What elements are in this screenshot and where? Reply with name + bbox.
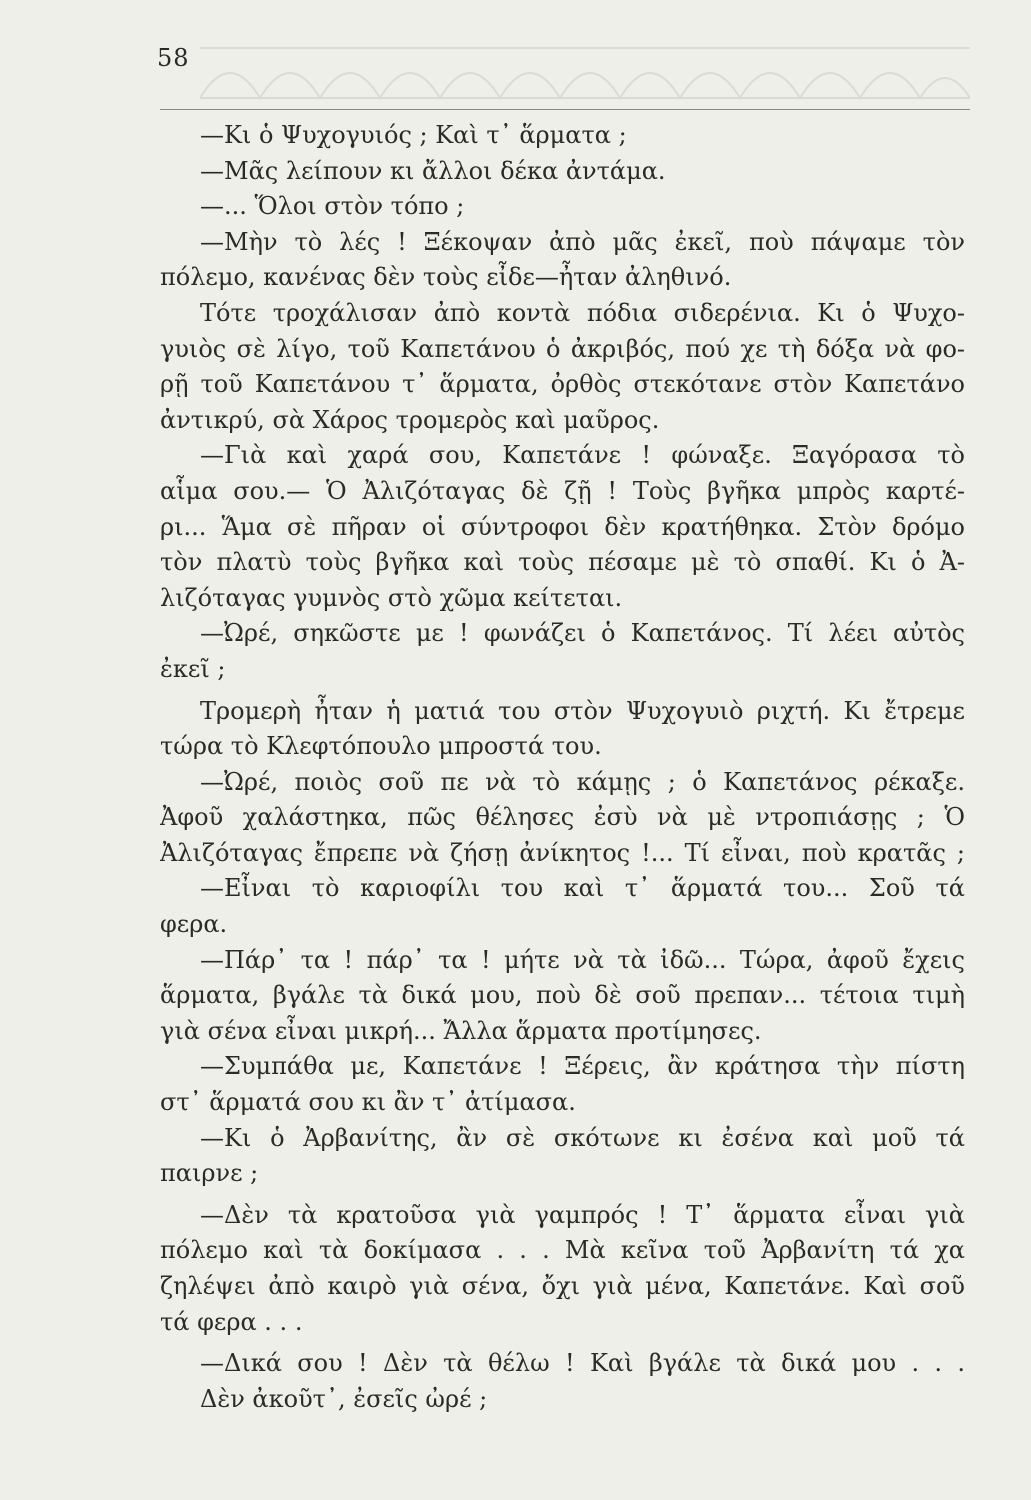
text-line: —Μὴν τὸ λές ! Ξέκοψαν ἀπὸ μᾶς ἐκεῖ, ποὺ πάψαμε τὸν	[200, 227, 965, 256]
text-line: παιρνε ;	[160, 1159, 259, 1188]
text-line: —Κι ὁ Ἀρβανίτης, ἂν σὲ σκότωνε κι ἐσένα καὶ μοῦ τά	[200, 1123, 965, 1152]
text-line: ζηλέψει ἀπὸ καιρὸ γιὰ σένα, ὄχι γιὰ μένα, Καπετάνε. Καὶ σοῦ	[160, 1272, 965, 1300]
text-line: —Εἶναι τὸ καριοφίλι του καὶ τ᾿ ἅρματά του... Σοῦ τά	[200, 874, 965, 903]
text-line: Δὲν ἀκοῦτ᾿, ἐσεῖς ὠρέ ;	[200, 1384, 488, 1413]
header-rule	[160, 109, 970, 110]
text-line: —Δὲν τὰ κρατοῦσα γιὰ γαμπρός ! Τ᾿ ἅρματα εἶναι γιὰ	[200, 1200, 965, 1229]
text-line: ρι... Ἅμα σὲ πῆραν οἱ σύντροφοι δὲν κρατήθηκα. Στὸν δρόμο	[160, 512, 965, 541]
text-line: —Συμπάθα με, Καπετάνε ! Ξέρεις, ἂν κράτησα τὴν πίστη	[200, 1052, 965, 1081]
text-line: ἀντικρύ, σὰ Χάρος τρομερὸς καὶ μαῦρος.	[160, 405, 660, 434]
text-line: ἐκεῖ ;	[160, 654, 226, 683]
text-line: —Μᾶς λείπουν κι ἄλλοι δέκα ἀντάμα.	[200, 156, 666, 185]
text-line: ρῇ τοῦ Καπετάνου τ᾿ ἅρματα, ὀρθὸς στεκότανε στὸν Καπετάνο	[160, 370, 965, 399]
text-line: Τότε τροχάλισαν ἀπὸ κοντὰ πόδια σιδερένια. Κι ὁ Ψυχο-	[200, 298, 965, 327]
text-line: φερα.	[160, 910, 228, 939]
text-line: ἅρματα, βγάλε τὰ δικά μου, ποὺ δὲ σοῦ πρεπαν... τέτοια τιμὴ	[160, 981, 965, 1010]
body-text	[160, 118, 965, 1417]
text-line: πόλεμο καὶ τὰ δοκίμασα . . . Μὰ κεῖνα τοῦ Ἀρβανίτη τά χα	[160, 1236, 965, 1265]
text-line: Τρομερὴ ἦταν ἡ ματιά του στὸν Ψυχογυιὸ ριχτή. Κι ἔτρεμε	[200, 696, 965, 725]
text-line: —Πάρ᾿ τα ! πάρ᾿ τα ! μήτε νὰ τὰ ἰδῶ... Τώρα, ἀφοῦ ἔχεις	[200, 945, 965, 974]
text-line: πόλεμο, κανένας δὲν τοὺς εἶδε—ἦταν ἀληθινό.	[160, 263, 732, 292]
text-line: γιὰ σένα εἶναι μικρή... Ἄλλα ἅρματα προτίμησες.	[160, 1016, 762, 1045]
text-line: αἷμα σου.— Ὁ Ἀλιζόταγας δὲ ζῇ ! Τοὺς βγῆκα μπρὸς καρτέ-	[160, 476, 965, 505]
text-line: Ἀφοῦ χαλάστηκα, πῶς θέλησες ἐσὺ νὰ μὲ ντροπιάσῃς ; Ὁ	[160, 803, 965, 832]
text-line: γυιὸς σὲ λίγο, τοῦ Καπετάνου ὁ ἀκριβός, πού χε τὴ δόξα νὰ φο-	[160, 334, 965, 363]
text-line: —Γιὰ καὶ χαρά σου, Καπετάνε ! φώναξε. Ξαγόρασα τὸ	[200, 441, 965, 470]
text-line: Ἀλιζόταγας ἔπρεπε νὰ ζήσῃ ἀνίκητος !... Τί εἶναι, ποὺ κρατᾶς ;	[160, 838, 965, 867]
text-line: στ᾿ ἅρματά σου κι ἂν τ᾿ ἀτίμασα.	[160, 1088, 576, 1117]
text-line: —Δικά σου ! Δὲν τὰ θέλω ! Καὶ βγάλε τὰ δικά μου . . .	[200, 1349, 965, 1378]
page-number: 58	[157, 44, 190, 72]
text-line: —Ὠρέ, ποιὸς σοῦ πε νὰ τὸ κάμῃς ; ὁ Καπετάνος ρέκαξε.	[200, 767, 965, 796]
text-line: τὸν πλατὺ τοὺς βγῆκα καὶ τοὺς πέσαμε μὲ τὸ σπαθί. Κι ὁ Ἀ-	[160, 548, 965, 577]
text-line: —Ὠρέ, σηκῶστε με ! φωνάζει ὁ Καπετάνος. Τί λέει αὐτὸς	[200, 619, 965, 648]
text-line: —... Ὅλοι στὸν τόπο ;	[200, 192, 465, 221]
text-line: λιζόταγας γυμνὸς στὸ χῶμα κείτεται.	[160, 583, 623, 612]
text-line: —Κι ὁ Ψυχογυιός ; Καὶ τ᾿ ἅρματα ;	[200, 121, 627, 149]
header-ornament	[200, 38, 970, 108]
text-line: τά φερα . . .	[160, 1307, 303, 1336]
text-line: τώρα τὸ Κλεφτόπουλο μπροστά του.	[160, 732, 602, 761]
